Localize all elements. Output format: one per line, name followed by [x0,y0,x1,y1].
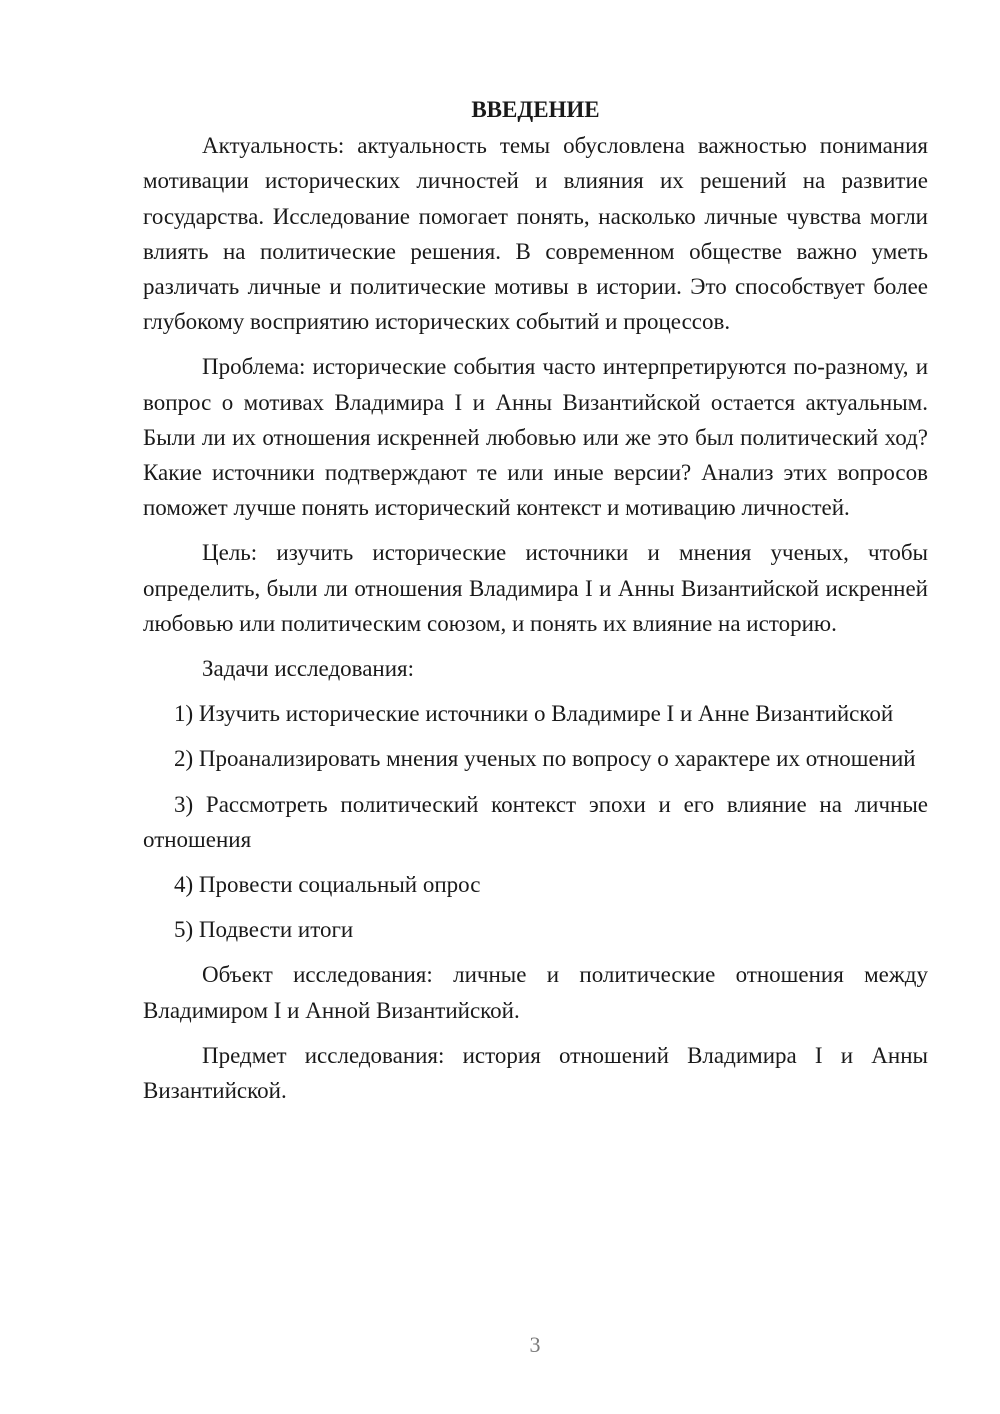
task-item: 5) Подвести итоги [174,917,354,943]
tasks-heading: Задачи исследования: [202,656,415,682]
subject-paragraph: Предмет исследования: история отношений Владимира I и Анны Византийской. [143,1042,928,1104]
task-item: 1) Изучить исторические источники о Владимире I и Анне Византийской [174,701,894,727]
relevance-paragraph: Актуальность: актуальность темы обусловлена важностью понимания мотивации исторических личностей и влияния их решений на развитие государства. Исследование помогает понять, насколько личные чувства могли влиять на политические решения. В современном обществе важно уметь различать личные и политические мотивы в истории. Это способствует более глубокому восприятию исторических событий и процессов. [143,133,928,335]
page-number: 3 [529,1332,541,1357]
section-title: ВВЕДЕНИЕ [471,97,600,122]
task-item: 2) Проанализировать мнения ученых по вопросу о характере их отношений [174,746,916,772]
problem-paragraph: Проблема: исторические события часто интерпретируются по-разному, и вопрос о мотивах Владимира I и Анны Византийской остается актуальным. Были ли их отношения искренней любовью или же это был политический ход? Какие источники подтверждают те или иные версии? Анализ этих вопросов поможет лучше понять исторический контекст и мотивацию личностей. [143,354,928,521]
goal-paragraph: Цель: изучить исторические источники и мнения ученых, чтобы определить, были ли отношения Владимира I и Анны Византийской искренней любовью или политическим союзом, и понять их влияние на историю. [143,540,928,636]
object-paragraph: Объект исследования: личные и политические отношения между Владимиром I и Анной Византийской. [143,962,928,1023]
document-body [143,92,928,1118]
task-item: 3) Рассмотреть политический контекст эпохи и его влияние на личные отношения [143,791,928,852]
task-item: 4) Провести социальный опрос [174,872,481,898]
